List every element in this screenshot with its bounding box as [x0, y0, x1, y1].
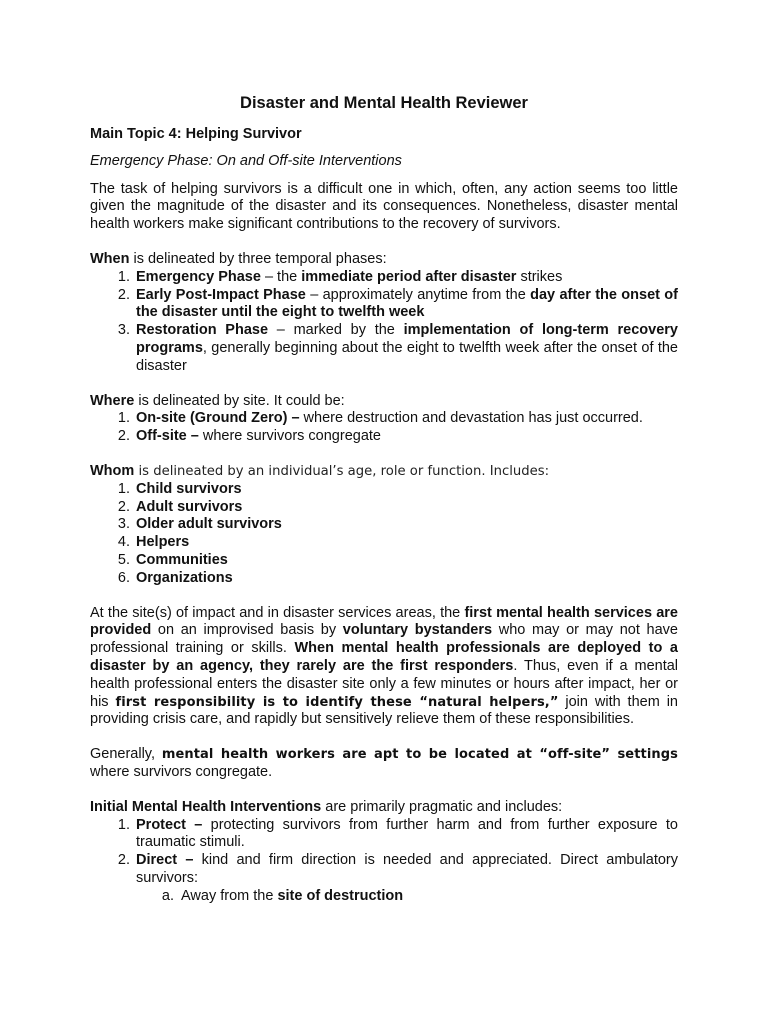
group-label: Organizations: [136, 569, 233, 586]
site-text: where destruction and devastation has just occurred.: [299, 410, 643, 427]
group-label: Older adult survivors: [136, 516, 282, 533]
initial-lead: [90, 799, 678, 817]
phase-text: – marked by the: [268, 322, 404, 339]
list-number: 2.: [117, 428, 130, 445]
paragraph-text: join with them in providing crisis care, and rapidly but sensitively relieve them of these responsibilities.: [90, 693, 678, 728]
when-lead-bold: When: [90, 250, 130, 267]
paragraph-emphasis: voluntary bystanders: [342, 622, 493, 639]
paragraph-text: who may or may not have professional training or skills.: [90, 622, 678, 657]
list-item: [90, 322, 678, 375]
main-topic-heading: Main Topic 4: Helping Survivor: [90, 126, 302, 142]
site-name: On-site (Ground Zero) –: [136, 410, 300, 427]
paragraph-emphasis: first mental health services are provided: [90, 604, 678, 639]
site-text: where survivors congregate: [198, 428, 381, 445]
phase-text: – approximately anytime from the: [305, 286, 531, 303]
phase-name: Emergency Phase: [136, 268, 261, 285]
group-label: Adult survivors: [136, 498, 243, 515]
where-lead: [90, 393, 678, 411]
sub-list-letter: a.: [161, 887, 174, 904]
list-item: [90, 499, 678, 517]
document-title: Disaster and Mental Health Reviewer: [240, 94, 528, 112]
list-item: [90, 852, 678, 888]
paragraph-text: Generally,: [90, 746, 162, 763]
where-section: [90, 393, 678, 446]
intervention-text: protecting survivors from further harm and from further exposure to traumatic stimuli.: [136, 816, 678, 851]
when-section: [90, 251, 678, 376]
list-number: 2.: [117, 286, 130, 303]
paragraph-text: where survivors congregate.: [90, 763, 273, 780]
list-number: 1.: [117, 268, 130, 285]
list-item: [90, 428, 678, 446]
list-number: 2.: [117, 498, 130, 515]
list-item: [90, 287, 678, 323]
initial-interventions-section: [90, 799, 678, 906]
paragraph-emphasis: When mental health professionals are deployed to a disaster by an agency, they rarely are the first responders: [90, 640, 678, 674]
section-subtitle: Emergency Phase: On and Off-site Interventions: [90, 152, 402, 169]
sub-item-text: Away from the: [181, 887, 278, 904]
group-label: Communities: [136, 551, 228, 568]
paragraph-text: . Thus, even if a mental health professional enters the disaster site only a few minutes or hours after impact, her or his: [90, 657, 679, 710]
phase-emphasis: implementation of long-term recovery programs: [136, 322, 678, 356]
list-item: [90, 516, 678, 534]
initial-lead-text: are primarily pragmatic and includes:: [321, 798, 563, 815]
whom-lead-text: is delineated by an individual’s age, role or function. Includes:: [134, 463, 550, 479]
paragraph-emphasis: first responsibility is to identify these “natural helpers,”: [115, 694, 559, 710]
sub-item-emphasis: site of destruction: [277, 887, 404, 904]
phase-text-end: , generally beginning about the eight to twelfth week after the onset of the disaster: [136, 339, 678, 374]
group-label: Child survivors: [136, 480, 242, 497]
where-lead-bold: Where: [90, 392, 135, 409]
intro-paragraph: The task of helping survivors is a difficult one in which, often, any action seems too little given the magnitude of the disaster and its consequences. Nonetheless, disaster mental health workers make significant contributions to the recovery of survivors.: [90, 180, 678, 233]
initial-lead-bold: Initial Mental Health Interventions: [90, 798, 322, 815]
when-lead: [90, 251, 678, 269]
list-number: 1.: [117, 410, 130, 427]
phase-name: Restoration Phase: [136, 322, 269, 339]
list-item: [90, 410, 678, 428]
paragraph-text: At the site(s) of impact and in disaster services areas, the: [90, 604, 465, 621]
list-item: [90, 534, 678, 552]
impact-paragraph: [90, 605, 678, 730]
list-item: [90, 552, 678, 570]
whom-section: [90, 463, 678, 588]
where-lead-text: is delineated by site. It could be:: [134, 392, 345, 409]
phase-name: Early Post-Impact Phase: [136, 286, 306, 303]
intervention-name: Direct –: [136, 852, 194, 869]
phase-emphasis: day after the onset of the disaster until the eight to twelfth week: [136, 286, 678, 321]
phase-emphasis: immediate period after disaster: [301, 268, 517, 285]
list-number: 3.: [117, 322, 130, 339]
phase-text-end: strikes: [516, 268, 563, 285]
site-name: Off-site –: [136, 428, 199, 445]
list-item: [90, 269, 678, 287]
whom-list: [90, 481, 678, 588]
list-item: [90, 481, 678, 499]
generally-paragraph: [90, 746, 678, 782]
group-label: Helpers: [136, 534, 190, 551]
list-item: [90, 570, 678, 588]
paragraph-text: on an improvised basis by: [151, 622, 343, 639]
whom-lead-bold: Whom: [90, 462, 135, 479]
phase-text: – the: [260, 268, 302, 285]
sub-list-item: [90, 888, 678, 906]
list-number: 6.: [117, 569, 130, 586]
list-item: [90, 817, 678, 853]
list-number: 2.: [117, 852, 130, 869]
when-lead-text: is delineated by three temporal phases:: [129, 250, 387, 267]
when-list: [90, 269, 678, 376]
list-number: 1.: [117, 816, 130, 833]
whom-lead: [90, 463, 678, 481]
intervention-text: kind and firm direction is needed and appreciated. Direct ambulatory survivors:: [136, 852, 678, 886]
initial-list: [90, 817, 678, 888]
initial-sub-list: [90, 888, 678, 906]
list-number: 3.: [117, 516, 130, 533]
list-number: 5.: [117, 551, 130, 568]
list-number: 1.: [117, 480, 130, 497]
where-list: [90, 410, 678, 446]
paragraph-emphasis: mental health workers are apt to be located at “off-site” settings: [161, 747, 678, 763]
list-number: 4.: [117, 534, 130, 551]
intervention-name: Protect –: [136, 816, 203, 833]
